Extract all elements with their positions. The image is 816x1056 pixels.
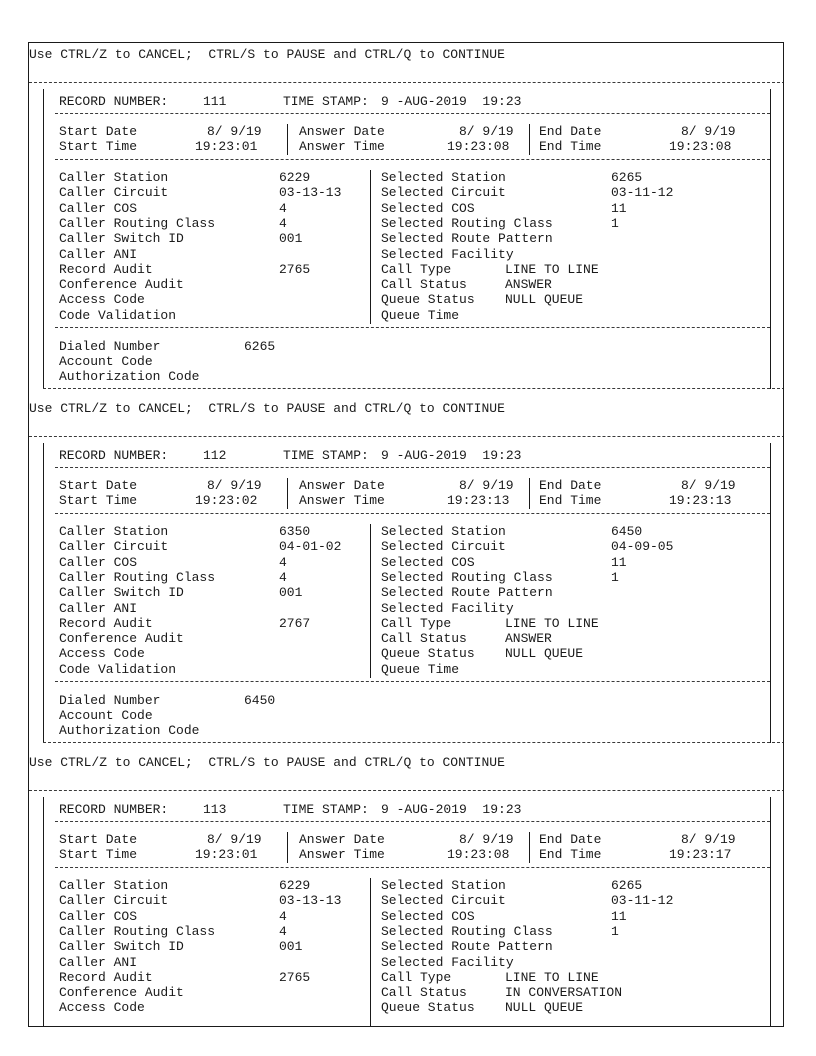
selected-routing-class-value: 1 <box>611 924 619 939</box>
end-time-label: End Time <box>539 493 602 508</box>
selected-cos-label: Selected COS <box>381 909 475 924</box>
selected-station-value: 6450 <box>611 524 643 539</box>
selected-facility-label: Selected Facility <box>381 601 514 616</box>
selected-cos-value: 11 <box>611 555 627 570</box>
end-time-value: 19:23:17 <box>669 847 732 862</box>
prompt-line: Use CTRL/Z to CANCEL; CTRL/S to PAUSE and CTRL/Q to CONTINUE <box>29 401 505 416</box>
record-frame-right <box>770 443 771 743</box>
selected-routing-class-label: Selected Routing Class <box>381 924 553 939</box>
answer-date-label: Answer Date <box>299 478 385 493</box>
record-end-line <box>43 388 784 389</box>
call-status-label: Call Status <box>381 631 467 646</box>
header-underline <box>55 113 770 114</box>
end-date-label: End Date <box>539 832 602 847</box>
conference-audit-label: Conference Audit <box>59 631 184 646</box>
terminal-printout <box>28 42 784 1027</box>
call-type-label: Call Type <box>381 970 452 985</box>
record-audit-value: 2765 <box>279 262 311 277</box>
answer-date-value: 8/ 9/19 <box>459 832 514 847</box>
selected-cos-label: Selected COS <box>381 201 475 216</box>
record-number-label: RECORD NUMBER: <box>59 448 169 463</box>
caller-block-underline <box>55 327 770 328</box>
access-code-label: Access Code <box>59 646 145 661</box>
caller-routing-class-label: Caller Routing Class <box>59 924 216 939</box>
selected-facility-label: Selected Facility <box>381 247 514 262</box>
queue-status-label: Queue Status <box>381 1000 475 1015</box>
record-audit-value: 2765 <box>279 970 311 985</box>
selected-cos-label: Selected COS <box>381 555 475 570</box>
queue-status-label: Queue Status <box>381 292 475 307</box>
start-date-label: Start Date <box>59 478 138 493</box>
end-date-label: End Date <box>539 478 602 493</box>
time-stamp-value: 9 -AUG-2019 19:23 <box>381 448 522 463</box>
answer-date-value: 8/ 9/19 <box>459 478 514 493</box>
selected-station-label: Selected Station <box>381 524 506 539</box>
selected-station-value: 6265 <box>611 170 643 185</box>
queue-time-label: Queue Time <box>381 308 460 323</box>
code-validation-label: Code Validation <box>59 308 177 323</box>
start-date-value: 8/ 9/19 <box>207 478 262 493</box>
selected-circuit-value: 03-11-12 <box>611 893 674 908</box>
end-time-label: End Time <box>539 847 602 862</box>
time-divider-1 <box>287 478 288 509</box>
end-date-value: 8/ 9/19 <box>681 832 736 847</box>
caller-ani-label: Caller ANI <box>59 955 138 970</box>
selected-routing-class-value: 1 <box>611 570 619 585</box>
start-time-label: Start Time <box>59 139 138 154</box>
call-status-value: IN CONVERSATION <box>505 985 623 1000</box>
caller-station-value: 6229 <box>279 878 311 893</box>
access-code-label: Access Code <box>59 292 145 307</box>
answer-time-value: 19:23:08 <box>447 847 510 862</box>
prompt-line: Use CTRL/Z to CANCEL; CTRL/S to PAUSE and CTRL/Q to CONTINUE <box>29 755 505 770</box>
caller-selected-divider <box>370 170 371 324</box>
time-block-underline <box>55 867 770 868</box>
account-code-label: Account Code <box>59 354 153 369</box>
record-number-label: RECORD NUMBER: <box>59 802 169 817</box>
caller-circuit-value: 03-13-13 <box>279 893 342 908</box>
selected-circuit-value: 04-09-05 <box>611 539 674 554</box>
selected-station-label: Selected Station <box>381 170 506 185</box>
queue-status-label: Queue Status <box>381 646 475 661</box>
caller-routing-class-value: 4 <box>279 216 287 231</box>
start-time-value: 19:23:01 <box>195 139 258 154</box>
time-stamp-label: TIME STAMP: <box>283 94 369 109</box>
header-underline <box>55 821 770 822</box>
record-frame-right <box>770 89 771 389</box>
caller-circuit-label: Caller Circuit <box>59 893 169 908</box>
record-audit-label: Record Audit <box>59 262 153 277</box>
call-type-value: LINE TO LINE <box>505 616 599 631</box>
caller-ani-label: Caller ANI <box>59 601 138 616</box>
caller-station-value: 6229 <box>279 170 311 185</box>
caller-switch-id-value: 001 <box>279 585 303 600</box>
start-date-value: 8/ 9/19 <box>207 832 262 847</box>
queue-status-value: NULL QUEUE <box>505 646 584 661</box>
prompt-line: Use CTRL/Z to CANCEL; CTRL/S to PAUSE and CTRL/Q to CONTINUE <box>29 47 505 62</box>
selected-route-pattern-label: Selected Route Pattern <box>381 585 553 600</box>
caller-cos-label: Caller COS <box>59 909 138 924</box>
caller-circuit-label: Caller Circuit <box>59 185 169 200</box>
dialed-number-label: Dialed Number <box>59 339 161 354</box>
answer-date-label: Answer Date <box>299 832 385 847</box>
caller-cos-value: 4 <box>279 201 287 216</box>
code-validation-label: Code Validation <box>59 662 177 677</box>
answer-time-label: Answer Time <box>299 139 385 154</box>
record-audit-label: Record Audit <box>59 616 153 631</box>
call-type-label: Call Type <box>381 616 452 631</box>
start-time-value: 19:23:02 <box>195 493 258 508</box>
end-time-label: End Time <box>539 139 602 154</box>
caller-ani-label: Caller ANI <box>59 247 138 262</box>
queue-status-value: NULL QUEUE <box>505 1000 584 1015</box>
record-frame-left <box>43 443 44 743</box>
selected-station-value: 6265 <box>611 878 643 893</box>
selected-routing-class-value: 1 <box>611 216 619 231</box>
answer-date-value: 8/ 9/19 <box>459 124 514 139</box>
caller-cos-value: 4 <box>279 555 287 570</box>
caller-routing-class-label: Caller Routing Class <box>59 570 216 585</box>
caller-circuit-value: 04-01-02 <box>279 539 342 554</box>
caller-cos-label: Caller COS <box>59 201 138 216</box>
queue-status-value: NULL QUEUE <box>505 292 584 307</box>
call-type-value: LINE TO LINE <box>505 970 599 985</box>
access-code-label: Access Code <box>59 1000 145 1015</box>
selected-circuit-label: Selected Circuit <box>381 539 506 554</box>
record-number-value: 111 <box>203 94 227 109</box>
selected-route-pattern-label: Selected Route Pattern <box>381 939 553 954</box>
conference-audit-label: Conference Audit <box>59 277 184 292</box>
call-status-value: ANSWER <box>505 277 552 292</box>
dialed-number-value: 6265 <box>244 339 276 354</box>
end-date-label: End Date <box>539 124 602 139</box>
selected-route-pattern-label: Selected Route Pattern <box>381 231 553 246</box>
caller-routing-class-label: Caller Routing Class <box>59 216 216 231</box>
queue-time-label: Queue Time <box>381 662 460 677</box>
call-status-label: Call Status <box>381 985 467 1000</box>
call-type-value: LINE TO LINE <box>505 262 599 277</box>
time-stamp-label: TIME STAMP: <box>283 448 369 463</box>
section-divider <box>29 436 784 437</box>
call-status-value: ANSWER <box>505 631 552 646</box>
record-frame-right <box>770 797 771 1027</box>
start-date-label: Start Date <box>59 832 138 847</box>
end-time-value: 19:23:08 <box>669 139 732 154</box>
selected-cos-value: 11 <box>611 909 627 924</box>
caller-station-value: 6350 <box>279 524 311 539</box>
record-end-line <box>43 742 784 743</box>
selected-routing-class-label: Selected Routing Class <box>381 570 553 585</box>
selected-circuit-value: 03-11-12 <box>611 185 674 200</box>
selected-facility-label: Selected Facility <box>381 955 514 970</box>
end-date-value: 8/ 9/19 <box>681 478 736 493</box>
time-block-underline <box>55 513 770 514</box>
record-frame-left <box>43 797 44 1027</box>
call-status-label: Call Status <box>381 277 467 292</box>
time-divider-2 <box>529 832 530 863</box>
answer-time-value: 19:23:13 <box>447 493 510 508</box>
dialed-number-value: 6450 <box>244 693 276 708</box>
selected-routing-class-label: Selected Routing Class <box>381 216 553 231</box>
selected-cos-value: 11 <box>611 201 627 216</box>
caller-selected-divider <box>370 878 371 1027</box>
time-stamp-value: 9 -AUG-2019 19:23 <box>381 94 522 109</box>
time-divider-2 <box>529 124 530 155</box>
selected-circuit-label: Selected Circuit <box>381 893 506 908</box>
selected-circuit-label: Selected Circuit <box>381 185 506 200</box>
call-type-label: Call Type <box>381 262 452 277</box>
end-time-value: 19:23:13 <box>669 493 732 508</box>
record-audit-label: Record Audit <box>59 970 153 985</box>
caller-station-label: Caller Station <box>59 524 169 539</box>
caller-cos-value: 4 <box>279 909 287 924</box>
caller-circuit-label: Caller Circuit <box>59 539 169 554</box>
caller-cos-label: Caller COS <box>59 555 138 570</box>
record-number-label: RECORD NUMBER: <box>59 94 169 109</box>
time-stamp-value: 9 -AUG-2019 19:23 <box>381 802 522 817</box>
caller-switch-id-value: 001 <box>279 231 303 246</box>
record-number-value: 113 <box>203 802 227 817</box>
caller-switch-id-label: Caller Switch ID <box>59 939 184 954</box>
caller-switch-id-label: Caller Switch ID <box>59 585 184 600</box>
answer-time-label: Answer Time <box>299 493 385 508</box>
selected-station-label: Selected Station <box>381 878 506 893</box>
caller-block-underline <box>55 681 770 682</box>
answer-date-label: Answer Date <box>299 124 385 139</box>
record-number-value: 112 <box>203 448 227 463</box>
time-divider-1 <box>287 832 288 863</box>
answer-time-value: 19:23:08 <box>447 139 510 154</box>
caller-switch-id-label: Caller Switch ID <box>59 231 184 246</box>
caller-routing-class-value: 4 <box>279 570 287 585</box>
header-underline <box>55 467 770 468</box>
start-time-label: Start Time <box>59 493 138 508</box>
caller-circuit-value: 03-13-13 <box>279 185 342 200</box>
section-divider <box>29 790 784 791</box>
record-frame-left <box>43 89 44 389</box>
authorization-code-label: Authorization Code <box>59 723 200 738</box>
time-stamp-label: TIME STAMP: <box>283 802 369 817</box>
start-time-label: Start Time <box>59 847 138 862</box>
caller-routing-class-value: 4 <box>279 924 287 939</box>
authorization-code-label: Authorization Code <box>59 369 200 384</box>
caller-station-label: Caller Station <box>59 170 169 185</box>
account-code-label: Account Code <box>59 708 153 723</box>
start-time-value: 19:23:01 <box>195 847 258 862</box>
caller-selected-divider <box>370 524 371 678</box>
record-audit-value: 2767 <box>279 616 311 631</box>
start-date-value: 8/ 9/19 <box>207 124 262 139</box>
time-block-underline <box>55 159 770 160</box>
start-date-label: Start Date <box>59 124 138 139</box>
end-date-value: 8/ 9/19 <box>681 124 736 139</box>
dialed-number-label: Dialed Number <box>59 693 161 708</box>
time-divider-2 <box>529 478 530 509</box>
answer-time-label: Answer Time <box>299 847 385 862</box>
caller-switch-id-value: 001 <box>279 939 303 954</box>
time-divider-1 <box>287 124 288 155</box>
section-divider <box>29 82 784 83</box>
caller-station-label: Caller Station <box>59 878 169 893</box>
conference-audit-label: Conference Audit <box>59 985 184 1000</box>
